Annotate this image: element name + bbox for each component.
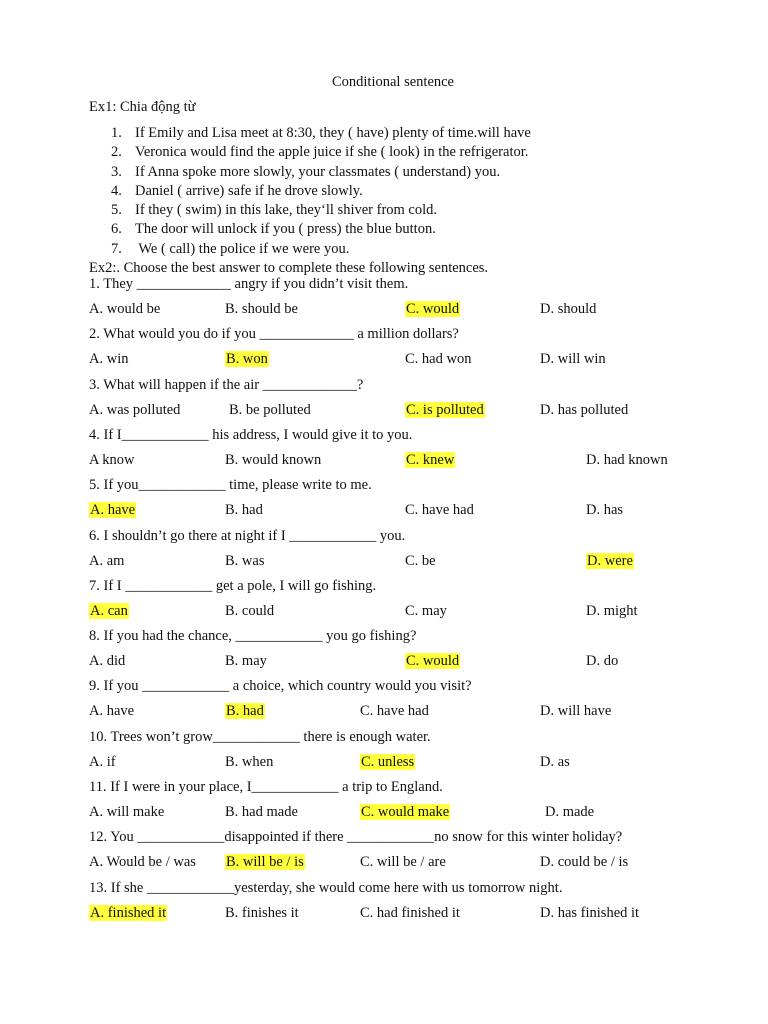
option-label: D. made — [545, 804, 595, 820]
highlighted-answer: A. have — [90, 502, 136, 519]
question-7: 7. If I ____________ get a pole, I will go fishing. — [89, 577, 377, 594]
ex1-item — [111, 201, 531, 220]
question-1-option-d — [540, 301, 596, 318]
question-1-option-b — [225, 301, 298, 318]
question-10-option-d — [540, 754, 570, 771]
ex1-item — [111, 143, 531, 162]
option-label: B. may — [225, 653, 267, 670]
question-12-option-a — [89, 854, 196, 871]
question-9-option-c — [360, 703, 429, 720]
question-11-option-b — [225, 804, 298, 821]
question-9-option-a — [89, 703, 134, 720]
question-6: 6. I shouldn’t go there at night if I ____________ you. — [89, 527, 406, 544]
question-12-option-d — [540, 854, 628, 871]
question-8-option-a — [89, 653, 125, 670]
question-3: 3. What will happen if the air _____________? — [89, 376, 364, 393]
question-5-option-c — [405, 502, 474, 519]
question-7-option-b — [225, 603, 274, 620]
question-9-option-b — [225, 703, 265, 720]
ex1-item — [111, 220, 531, 239]
question-4-option-b — [225, 452, 321, 469]
ex1-item-text: We ( call) the police if we were you. — [135, 240, 350, 257]
option-label: A. win — [89, 351, 129, 368]
question-7-option-a — [89, 603, 129, 620]
ex1-item-number: 2. — [111, 144, 122, 161]
option-label: A. would be — [89, 301, 161, 317]
option-label: A. am — [89, 552, 125, 569]
question-3-option-c — [405, 402, 485, 419]
highlighted-answer: B. will be / is — [226, 854, 304, 871]
option-label: C. may — [405, 602, 447, 619]
ex1-item — [111, 240, 531, 259]
question-1: 1. They _____________ angry if you didn’t visit them. — [89, 276, 409, 292]
option-label: D. do — [586, 653, 619, 670]
page-title: Conditional sentence — [331, 74, 454, 90]
question-13-option-b — [225, 905, 299, 922]
ex1-list — [111, 124, 531, 259]
question-1-option-c — [405, 301, 460, 318]
highlighted-answer: C. would — [406, 301, 460, 317]
option-label: D. will have — [540, 703, 612, 720]
highlighted-answer: B. had — [226, 703, 264, 720]
ex1-item — [111, 182, 531, 201]
option-label: C. have had — [405, 502, 474, 519]
question-12-option-b — [225, 854, 305, 871]
question-2-option-c — [405, 351, 471, 368]
option-label: D. as — [540, 753, 570, 770]
question-6-option-d — [586, 553, 634, 570]
option-label: B. should be — [225, 301, 298, 317]
question-6-option-c — [405, 553, 436, 570]
ex1-item-number: 7. — [111, 240, 122, 257]
question-2: 2. What would you do if you _____________ a million dollars? — [89, 326, 459, 343]
option-label: A. if — [89, 753, 116, 770]
ex1-item-number: 4. — [111, 182, 122, 199]
highlighted-answer: B. won — [226, 351, 268, 368]
option-label: B. when — [225, 753, 274, 770]
highlighted-answer: C. knew — [406, 451, 455, 468]
option-label: B. be polluted — [229, 401, 311, 418]
question-10-option-b — [225, 754, 273, 771]
question-5-option-b — [225, 502, 263, 519]
ex1-item-text: If Anna spoke more slowly, your classmates ( understand) you. — [135, 163, 501, 180]
question-3-option-a — [89, 402, 180, 419]
option-label: D. has polluted — [540, 401, 629, 418]
option-label: B. had made — [225, 804, 298, 820]
ex1-item-number: 3. — [111, 163, 122, 180]
option-label: D. has — [586, 502, 624, 519]
highlighted-answer: C. would — [406, 653, 460, 670]
highlighted-answer: C. is polluted — [406, 401, 484, 418]
option-label: D. could be / is — [540, 854, 629, 871]
ex1-item-number: 1. — [111, 125, 122, 141]
option-label: B. was — [225, 552, 265, 569]
option-label: A. have — [89, 703, 135, 720]
question-7-option-d — [586, 603, 638, 620]
ex1-heading: Ex1: Chia động từ — [89, 99, 196, 115]
option-label: C. will be / are — [360, 854, 446, 871]
question-11-option-d — [545, 804, 594, 821]
ex1-item — [111, 124, 531, 143]
ex1-item-text: Veronica would find the apple juice if she ( look) in the refrigerator. — [135, 144, 529, 161]
ex2-heading: Ex2:. Choose the best answer to complete these following sentences. — [89, 260, 489, 276]
option-label: C. have had — [360, 703, 429, 720]
question-9-option-d — [540, 703, 611, 720]
question-3-option-d — [540, 402, 628, 419]
question-10: 10. Trees won’t grow____________ there is enough water. — [89, 728, 431, 745]
highlighted-answer: A. finished it — [90, 904, 167, 921]
option-label: B. would known — [225, 451, 322, 468]
option-label: A. did — [89, 653, 126, 670]
question-11-option-a — [89, 804, 164, 821]
option-label: D. should — [540, 301, 597, 317]
question-11: 11. If I were in your place, I____________ a trip to England. — [89, 779, 443, 795]
question-5-option-a — [89, 502, 136, 519]
question-10-option-a — [89, 754, 116, 771]
ex1-item-number: 6. — [111, 221, 122, 238]
question-8: 8. If you had the chance, ____________ you go fishing? — [89, 628, 417, 645]
option-label: B. had — [225, 502, 263, 519]
question-9: 9. If you ____________ a choice, which country would you visit? — [89, 678, 472, 695]
option-label: B. finishes it — [225, 904, 299, 921]
option-label: D. will win — [540, 351, 606, 368]
option-label: C. had finished it — [360, 904, 460, 921]
option-label: A know — [89, 451, 135, 468]
question-4-option-a — [89, 452, 135, 469]
highlighted-answer: C. would make — [361, 804, 450, 820]
ex1-item-text: Daniel ( arrive) safe if he drove slowly. — [135, 182, 363, 199]
question-5: 5. If you____________ time, please write to me. — [89, 477, 372, 494]
question-2-option-d — [540, 351, 606, 368]
question-12-option-c — [360, 854, 446, 871]
option-label: A. Would be / was — [89, 854, 196, 871]
option-label: D. had known — [586, 451, 668, 468]
highlighted-answer: D. were — [587, 552, 633, 569]
highlighted-answer: A. can — [90, 602, 128, 619]
ex1-item-text: The door will unlock if you ( press) the blue button. — [135, 221, 436, 238]
question-4-option-c — [405, 452, 455, 469]
option-label: A. was polluted — [89, 401, 181, 418]
question-8-option-c — [405, 653, 460, 670]
question-2-option-a — [89, 351, 128, 368]
highlighted-answer: C. unless — [361, 753, 415, 770]
question-8-option-d — [586, 653, 618, 670]
question-6-option-b — [225, 553, 264, 570]
option-label: C. be — [405, 552, 436, 569]
question-3-option-b — [229, 402, 311, 419]
option-label: A. will make — [89, 804, 165, 820]
question-4: 4. If I____________ his address, I would give it to you. — [89, 426, 413, 443]
question-7-option-c — [405, 603, 447, 620]
question-4-option-d — [586, 452, 668, 469]
question-6-option-a — [89, 553, 124, 570]
question-10-option-c — [360, 754, 415, 771]
option-label: D. might — [586, 602, 638, 619]
question-13: 13. If she ____________yesterday, she would come here with us tomorrow night. — [89, 879, 563, 896]
ex1-item — [111, 163, 531, 182]
question-5-option-d — [586, 502, 623, 519]
question-1-option-a — [89, 301, 160, 318]
question-11-option-c — [360, 804, 450, 821]
question-13-option-d — [540, 905, 639, 922]
question-2-option-b — [225, 351, 269, 368]
option-label: C. had won — [405, 351, 472, 368]
ex1-item-text: If they ( swim) in this lake, they‘ll shiver from cold. — [135, 202, 438, 219]
question-13-option-a — [89, 905, 167, 922]
question-12: 12. You ____________disappointed if there ____________no snow for this winter holiday? — [89, 829, 623, 846]
ex1-item-number: 5. — [111, 202, 122, 219]
option-label: D. has finished it — [540, 904, 640, 921]
question-13-option-c — [360, 905, 460, 922]
ex1-item-text: If Emily and Lisa meet at 8:30, they ( have) plenty of time.will have — [135, 125, 531, 141]
option-label: B. could — [225, 602, 275, 619]
question-8-option-b — [225, 653, 267, 670]
